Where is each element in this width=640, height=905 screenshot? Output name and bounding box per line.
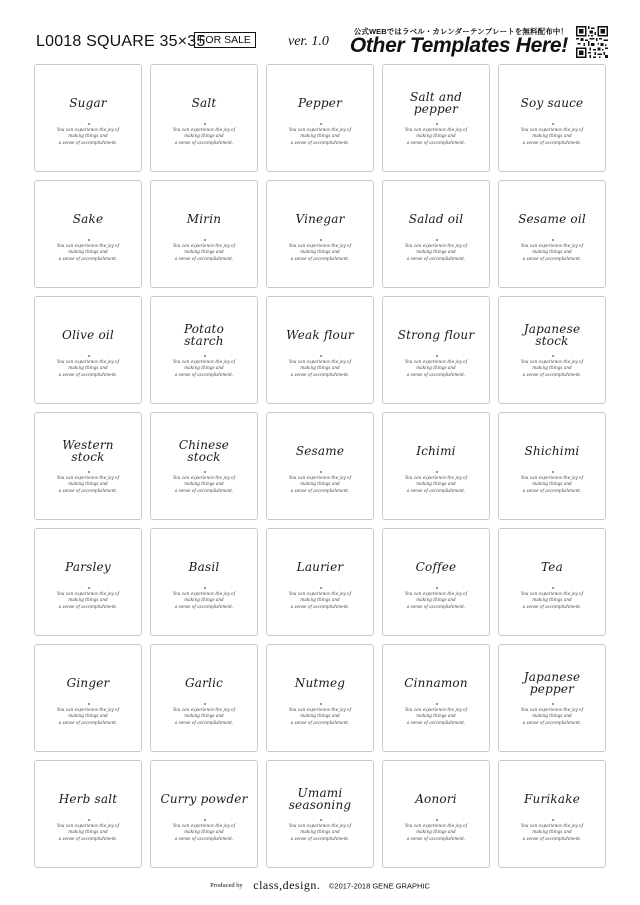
label-name: Japanese stock bbox=[523, 322, 581, 348]
divider-dot bbox=[204, 587, 206, 589]
label-description: You can experience the joy of making things and a sense of accomplishment. bbox=[404, 359, 468, 377]
label-name: Weak flour bbox=[286, 328, 354, 342]
page-footer bbox=[0, 877, 640, 895]
divider-dot bbox=[204, 123, 206, 125]
label-name: Shichimi bbox=[524, 444, 580, 458]
produced-by-text: Produced by bbox=[210, 882, 243, 890]
label-description: You can experience the joy of making things and a sense of accomplishment. bbox=[288, 243, 352, 261]
label-name: Mirin bbox=[186, 212, 222, 226]
spice-label bbox=[266, 64, 374, 172]
label-name: Umami seasoning bbox=[288, 786, 352, 812]
label-name: Sake bbox=[72, 212, 104, 226]
label-description: You can experience the joy of making things and a sense of accomplishment. bbox=[56, 707, 120, 725]
spice-label bbox=[34, 644, 142, 752]
divider-dot bbox=[552, 471, 554, 473]
label-description: You can experience the joy of making things and a sense of accomplishment. bbox=[172, 707, 236, 725]
label-name: Strong flour bbox=[397, 328, 475, 342]
spice-label bbox=[150, 412, 258, 520]
spice-label bbox=[498, 296, 606, 404]
spice-label bbox=[266, 644, 374, 752]
divider-dot bbox=[88, 703, 90, 705]
label-description: You can experience the joy of making things and a sense of accomplishment. bbox=[520, 707, 584, 725]
label-description: You can experience the joy of making things and a sense of accomplishment. bbox=[288, 707, 352, 725]
spice-label bbox=[150, 180, 258, 288]
label-name: Tea bbox=[541, 560, 563, 574]
spice-label bbox=[498, 180, 606, 288]
label-description: You can experience the joy of making things and a sense of accomplishment. bbox=[56, 591, 120, 609]
spice-label bbox=[34, 296, 142, 404]
label-description: You can experience the joy of making things and a sense of accomplishment. bbox=[520, 243, 584, 261]
spice-label bbox=[34, 528, 142, 636]
divider-dot bbox=[320, 703, 322, 705]
label-name: Nutmeg bbox=[294, 676, 346, 690]
spice-label bbox=[150, 64, 258, 172]
brand-logo: class,design. bbox=[253, 878, 321, 893]
divider-dot bbox=[88, 819, 90, 821]
divider-dot bbox=[204, 703, 206, 705]
divider-dot bbox=[320, 587, 322, 589]
label-name: Vinegar bbox=[295, 212, 345, 226]
label-name: Salt bbox=[191, 96, 217, 110]
label-grid bbox=[34, 64, 606, 868]
divider-dot bbox=[88, 471, 90, 473]
divider-dot bbox=[320, 819, 322, 821]
divider-dot bbox=[552, 703, 554, 705]
divider-dot bbox=[436, 239, 438, 241]
label-description: You can experience the joy of making things and a sense of accomplishment. bbox=[56, 359, 120, 377]
label-name: Olive oil bbox=[62, 328, 114, 342]
label-name: Ginger bbox=[66, 676, 110, 690]
spice-label bbox=[498, 644, 606, 752]
spice-label bbox=[382, 528, 490, 636]
divider-dot bbox=[204, 819, 206, 821]
label-description: You can experience the joy of making things and a sense of accomplishment. bbox=[172, 359, 236, 377]
spice-label bbox=[382, 296, 490, 404]
label-description: You can experience the joy of making things and a sense of accomplishment. bbox=[288, 475, 352, 493]
divider-dot bbox=[436, 123, 438, 125]
spice-label bbox=[34, 180, 142, 288]
spice-label bbox=[382, 412, 490, 520]
label-name: Salt and pepper bbox=[409, 90, 462, 116]
divider-dot bbox=[88, 587, 90, 589]
spice-label bbox=[266, 412, 374, 520]
divider-dot bbox=[552, 123, 554, 125]
spice-label bbox=[34, 760, 142, 868]
spice-label bbox=[34, 412, 142, 520]
label-name: Parsley bbox=[65, 560, 111, 574]
divider-dot bbox=[552, 587, 554, 589]
page-header bbox=[36, 26, 608, 60]
spice-label bbox=[150, 760, 258, 868]
spice-label bbox=[150, 644, 258, 752]
label-name: Ichimi bbox=[416, 444, 456, 458]
spice-label bbox=[382, 180, 490, 288]
label-name: Sesame bbox=[295, 444, 345, 458]
template-code: L0018 SQUARE 35×35 bbox=[36, 33, 206, 50]
label-description: You can experience the joy of making things and a sense of accomplishment. bbox=[172, 591, 236, 609]
label-name: Coffee bbox=[415, 560, 457, 574]
spice-label bbox=[382, 644, 490, 752]
qr-code-icon[interactable] bbox=[576, 26, 608, 58]
label-name: Laurier bbox=[296, 560, 344, 574]
label-name: Sesame oil bbox=[518, 212, 586, 226]
label-description: You can experience the joy of making things and a sense of accomplishment. bbox=[404, 243, 468, 261]
divider-dot bbox=[204, 471, 206, 473]
label-description: You can experience the joy of making things and a sense of accomplishment. bbox=[288, 127, 352, 145]
label-description: You can experience the joy of making things and a sense of accomplishment. bbox=[56, 127, 120, 145]
label-description: You can experience the joy of making things and a sense of accomplishment. bbox=[172, 823, 236, 841]
spice-label bbox=[34, 64, 142, 172]
label-name: Aonori bbox=[415, 792, 457, 806]
label-name: Soy sauce bbox=[520, 96, 584, 110]
label-name: Pepper bbox=[297, 96, 343, 110]
label-description: You can experience the joy of making things and a sense of accomplishment. bbox=[520, 127, 584, 145]
spice-label bbox=[498, 760, 606, 868]
spice-label bbox=[266, 180, 374, 288]
spice-label bbox=[498, 528, 606, 636]
label-description: You can experience the joy of making things and a sense of accomplishment. bbox=[404, 127, 468, 145]
spice-label bbox=[150, 528, 258, 636]
label-description: You can experience the joy of making things and a sense of accomplishment. bbox=[56, 475, 120, 493]
divider-dot bbox=[436, 703, 438, 705]
spice-label bbox=[498, 412, 606, 520]
promo-subtitle: 公式WEBではラベル・カレンダーテンプレートを無料配布中！ bbox=[353, 27, 568, 36]
label-description: You can experience the joy of making things and a sense of accomplishment. bbox=[520, 475, 584, 493]
divider-dot bbox=[436, 355, 438, 357]
label-name: Potato starch bbox=[183, 322, 225, 348]
divider-dot bbox=[88, 355, 90, 357]
spice-label bbox=[150, 296, 258, 404]
label-name: Salad oil bbox=[408, 212, 464, 226]
label-name: Cinnamon bbox=[404, 676, 468, 690]
label-description: You can experience the joy of making things and a sense of accomplishment. bbox=[288, 823, 352, 841]
label-description: You can experience the joy of making things and a sense of accomplishment. bbox=[56, 823, 120, 841]
label-description: You can experience the joy of making things and a sense of accomplishment. bbox=[172, 475, 236, 493]
spice-label bbox=[266, 528, 374, 636]
divider-dot bbox=[88, 123, 90, 125]
divider-dot bbox=[88, 239, 90, 241]
label-description: You can experience the joy of making things and a sense of accomplishment. bbox=[520, 591, 584, 609]
label-description: You can experience the joy of making things and a sense of accomplishment. bbox=[288, 359, 352, 377]
label-description: You can experience the joy of making things and a sense of accomplishment. bbox=[404, 475, 468, 493]
divider-dot bbox=[436, 819, 438, 821]
spice-label bbox=[266, 760, 374, 868]
spice-label bbox=[382, 760, 490, 868]
divider-dot bbox=[320, 355, 322, 357]
spice-label bbox=[382, 64, 490, 172]
label-description: You can experience the joy of making things and a sense of accomplishment. bbox=[288, 591, 352, 609]
label-description: You can experience the joy of making things and a sense of accomplishment. bbox=[520, 823, 584, 841]
label-name: Garlic bbox=[184, 676, 224, 690]
divider-dot bbox=[204, 239, 206, 241]
label-description: You can experience the joy of making things and a sense of accomplishment. bbox=[56, 243, 120, 261]
label-description: You can experience the joy of making things and a sense of accomplishment. bbox=[172, 243, 236, 261]
label-description: You can experience the joy of making things and a sense of accomplishment. bbox=[404, 707, 468, 725]
divider-dot bbox=[552, 239, 554, 241]
copyright-text: ©2017-2018 GENE GRAPHIC bbox=[328, 881, 430, 891]
divider-dot bbox=[436, 587, 438, 589]
divider-dot bbox=[552, 355, 554, 357]
label-description: You can experience the joy of making things and a sense of accomplishment. bbox=[404, 591, 468, 609]
label-name: Western stock bbox=[62, 438, 114, 464]
promo-link[interactable]: Other Templates Here! bbox=[349, 34, 568, 57]
for-sale-badge: FOR SALE bbox=[194, 32, 256, 48]
label-name: Sugar bbox=[69, 96, 107, 110]
label-name: Furikake bbox=[523, 792, 581, 806]
divider-dot bbox=[204, 355, 206, 357]
spice-label bbox=[498, 64, 606, 172]
label-description: You can experience the joy of making things and a sense of accomplishment. bbox=[520, 359, 584, 377]
divider-dot bbox=[552, 819, 554, 821]
version-label: ver. 1.0 bbox=[288, 34, 329, 49]
divider-dot bbox=[320, 471, 322, 473]
label-description: You can experience the joy of making things and a sense of accomplishment. bbox=[172, 127, 236, 145]
spice-label bbox=[266, 296, 374, 404]
label-name: Curry powder bbox=[160, 792, 248, 806]
label-name: Basil bbox=[188, 560, 220, 574]
label-name: Herb salt bbox=[58, 792, 118, 806]
divider-dot bbox=[320, 123, 322, 125]
label-name: Chinese stock bbox=[178, 438, 230, 464]
divider-dot bbox=[436, 471, 438, 473]
label-description: You can experience the joy of making things and a sense of accomplishment. bbox=[404, 823, 468, 841]
label-name: Japanese pepper bbox=[523, 670, 581, 696]
divider-dot bbox=[320, 239, 322, 241]
